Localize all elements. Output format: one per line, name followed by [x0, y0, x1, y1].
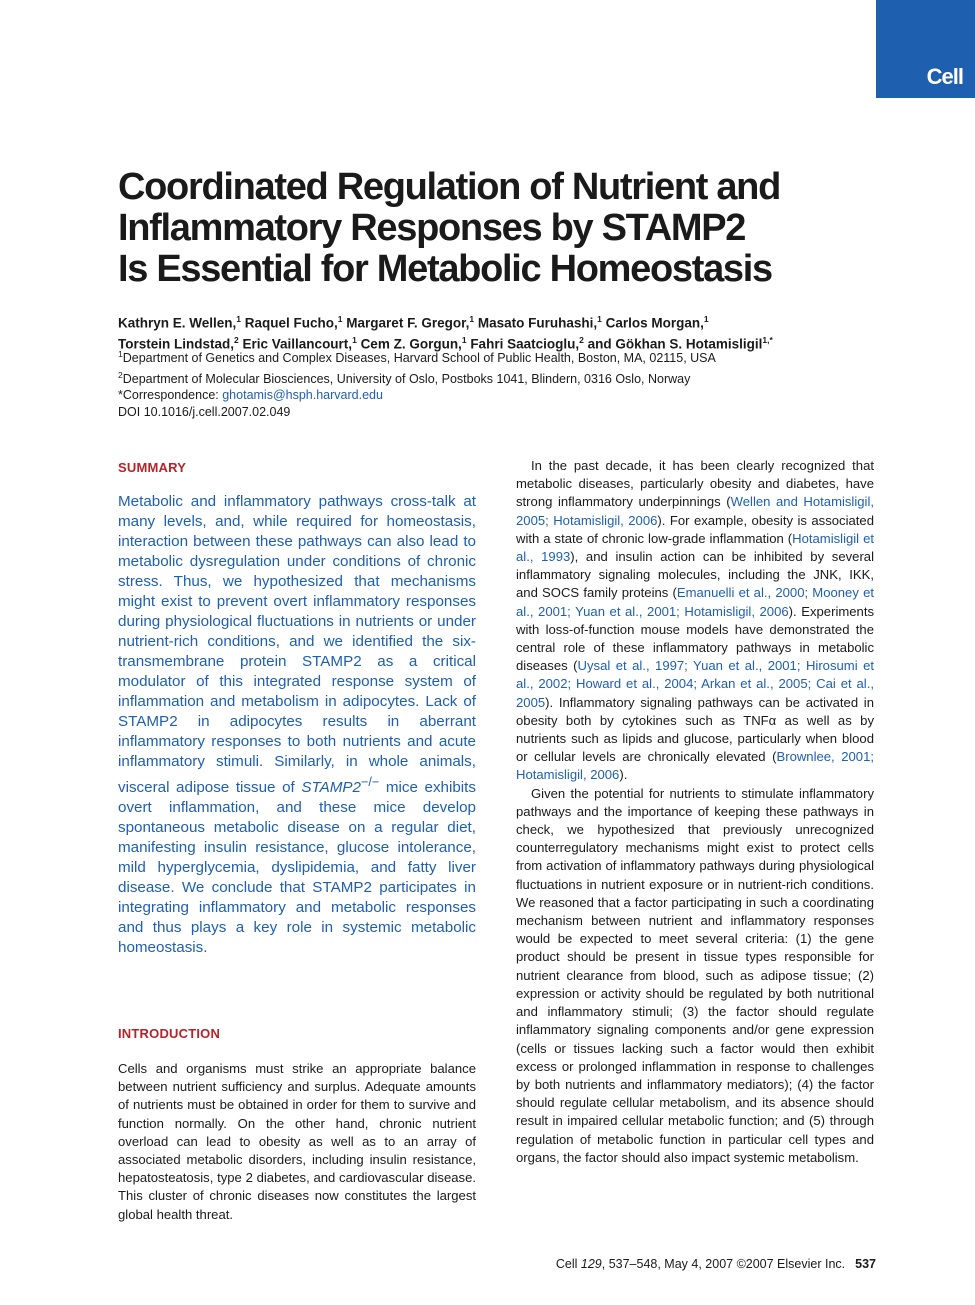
page-footer — [500, 1257, 876, 1271]
author: Carlos Morgan, — [605, 315, 704, 331]
summary-text-part: Metabolic and inflammatory pathways cross-talk at many levels, and, while required for homeostasis, interaction between these pathways can also lead to metabolic dysregulation under conditions of chronic stress. Thus, we hypothesized that mechanisms might exist to prevent overt inflammatory responses during physiological fluctuations in nutrients or under nutrient-rich conditions, and we identified the six-transmembrane protein STAMP2 as a critical modulator of this integrated response system of inflammation and metabolism in adipocytes. Lack of STAMP2 in adipocytes results in aberrant inflammatory responses to both nutrients and acute inflammatory stimuli. Similarly, in whole animals, visceral adipose tissue of — [118, 493, 476, 797]
summary-text-part: mice exhibits overt inflammation, and these mice develop spontaneous metabolic disease on a regular diet, manifesting insulin resistance, glucose intolerance, mild hyperglycemia, dyslipidemia, and fatty liver disease. We conclude that STAMP2 participates in integrating inflammatory and metabolic responses and thus plays a key role in systemic metabolic homeostasis. — [118, 779, 476, 957]
correspondence — [118, 387, 898, 404]
author: Masato Furuhashi, — [477, 315, 598, 331]
doi: DOI 10.1016/j.cell.2007.02.049 — [118, 404, 291, 419]
author: Cem Z. Gorgun, — [360, 336, 462, 351]
author: Eric Vaillancourt, — [242, 336, 353, 351]
author-line-1 — [118, 311, 878, 332]
summary-heading: SUMMARY — [118, 460, 187, 475]
author-affil: 1,* — [762, 334, 773, 345]
page-number: 537 — [855, 1257, 876, 1271]
gene-name: STAMP2 — [301, 779, 361, 797]
author: Kathryn E. Wellen, — [118, 315, 237, 331]
title-line: Coordinated Regulation of Nutrient and — [118, 166, 781, 208]
title-line: Is Essential for Metabolic Homeostasis — [118, 248, 772, 290]
introduction-paragraph: Cells and organisms must strike an appropriate balance between nutrient sufficiency and surplus. Adequate amounts of nutrients must be obtained in order for them to survive and function normally. On the other hand, chronic nutrient overload can lead to obesity as well as to an array of associated metabolic disorders, including insulin resistance, hepatosteatosis, type 2 diabetes, and cardiovascular disease. This cluster of chronic diseases now constitutes the largest global health threat. — [118, 1061, 476, 1222]
affiliation-text: Department of Genetics and Complex Diseases, Harvard School of Public Health, Boston, MA, 02115, USA — [122, 351, 716, 366]
author: Fahri Saatcioglu, — [470, 336, 580, 351]
body-text: ). — [619, 767, 628, 783]
cell-journal-logo — [876, 0, 975, 98]
citation-link[interactable]: Wellen and Hotamisligil, 2005; Hotamisligil, 2006 — [516, 494, 874, 528]
author-affil: 1 — [703, 314, 709, 324]
author: Margaret F. Gregor, — [346, 315, 470, 331]
affiliation — [118, 346, 898, 367]
body-text: In the past decade, it has been clearly recognized that metabolic diseases, particularly obesity and diabetes, have strong inflammatory underpinnings ( — [516, 458, 874, 510]
footer-volume: 129 — [580, 1257, 602, 1271]
affiliation-text: Department of Molecular Biosciences, University of Oslo, Postboks 1041, Blindern, 0316 Oslo, Norway — [122, 371, 691, 386]
author-affil: 2 — [234, 334, 239, 345]
correspondence-label: *Correspondence: — [118, 388, 223, 403]
body-text: ), and insulin action can be inhibited by several inflammatory signaling molecules, including the JNK, IKK, and SOCS family proteins ( — [516, 549, 874, 601]
citation-link[interactable]: Uysal et al., 1997; Yuan et al., 2001; Hirosumi et al., 2002; Howard et al., 2004; Arkan et al., 2005; Cai et al., 2005 — [516, 658, 874, 710]
author-affil: 1 — [337, 314, 343, 324]
affiliation — [118, 367, 898, 388]
body-paragraph — [516, 457, 874, 785]
author-affil: 1 — [236, 314, 242, 324]
right-column — [516, 457, 874, 1167]
gene-genotype: −/− — [360, 775, 380, 789]
footer-citation: , 537–548, May 4, 2007 ©2007 Elsevier Inc. — [601, 1257, 846, 1271]
body-text: ). Inflammatory signaling pathways can be activated in obesity both by cytokines such as TNFα as well as by nutrients such as lipids and glucose, particularly when blood or cellular levels are chronically elevated ( — [516, 694, 874, 765]
author: and Gökhan S. Hotamisligil — [587, 336, 763, 351]
body-text: ). Experiments with loss-of-function mouse models have demonstrated the central role of these inflammatory pathways in metabolic diseases ( — [516, 603, 875, 674]
citation-link[interactable]: Brownlee, 2001; Hotamisligil, 2006 — [516, 749, 874, 783]
author: Torstein Lindstad, — [118, 336, 235, 351]
author-affil: 1 — [352, 334, 357, 345]
body-text: ). For example, obesity is associated with a state of chronic low-grade inflammation ( — [516, 512, 874, 546]
author-affil: 1 — [597, 314, 602, 324]
author: Raquel Fucho, — [244, 315, 338, 331]
title-line: Inflammatory Responses by STAMP2 — [118, 207, 746, 249]
affiliation-number: 2 — [118, 369, 123, 380]
citation-link[interactable]: Emanuelli et al., 2000; Mooney et al., 2001; Yuan et al., 2001; Hotamisligil, 2006 — [516, 585, 875, 619]
cell-logo-text: Cell — [926, 64, 963, 89]
body-paragraph: Given the potential for nutrients to stimulate inflammatory pathways and the importance of keeping these pathways in check, we hypothesized that previously unrecognized counterregulatory mechanisms might exist to protect cells from activation of inflammatory pathways during physiological fluctuations in nutrient exposure or in nutrient-rich conditions. We reasoned that a factor participating in such a coordinating mechanism between nutrient and inflammatory responses would be expected to meet several criteria: (1) the gene product should be present in tissue types responsible for nutrient clearance from blood, such as adipose tissue; (2) expression or activity should be regulated by both nutritional and inflammatory stimuli; (3) the factor should regulate inflammatory signaling components and/or gene expression (cells or tissues lacking such a factor would then exhibit excess or prolonged inflammation in response to challenges by both nutrients and inflammatory mediators); (4) the factor should regulate cellular metabolism, and its absence should result in impaired cellular metabolic function; and (5) through regulation of metabolic function in particular cell types and organs, the factor should also impact systemic metabolism. — [516, 785, 874, 1165]
affiliation-number: 1 — [118, 349, 123, 359]
correspondence-email-link[interactable]: ghotamis@hsph.harvard.edu — [222, 388, 383, 403]
article-meta — [118, 346, 898, 420]
footer-journal: Cell — [555, 1257, 581, 1271]
author-affil: 2 — [579, 334, 584, 345]
article-title — [118, 167, 898, 290]
author-affil: 1 — [461, 334, 467, 345]
summary-text — [118, 492, 476, 958]
author-affil: 1 — [469, 314, 475, 324]
introduction-heading: INTRODUCTION — [118, 1026, 221, 1041]
citation-link[interactable]: Hotamisligil et al., 1993 — [516, 530, 874, 565]
